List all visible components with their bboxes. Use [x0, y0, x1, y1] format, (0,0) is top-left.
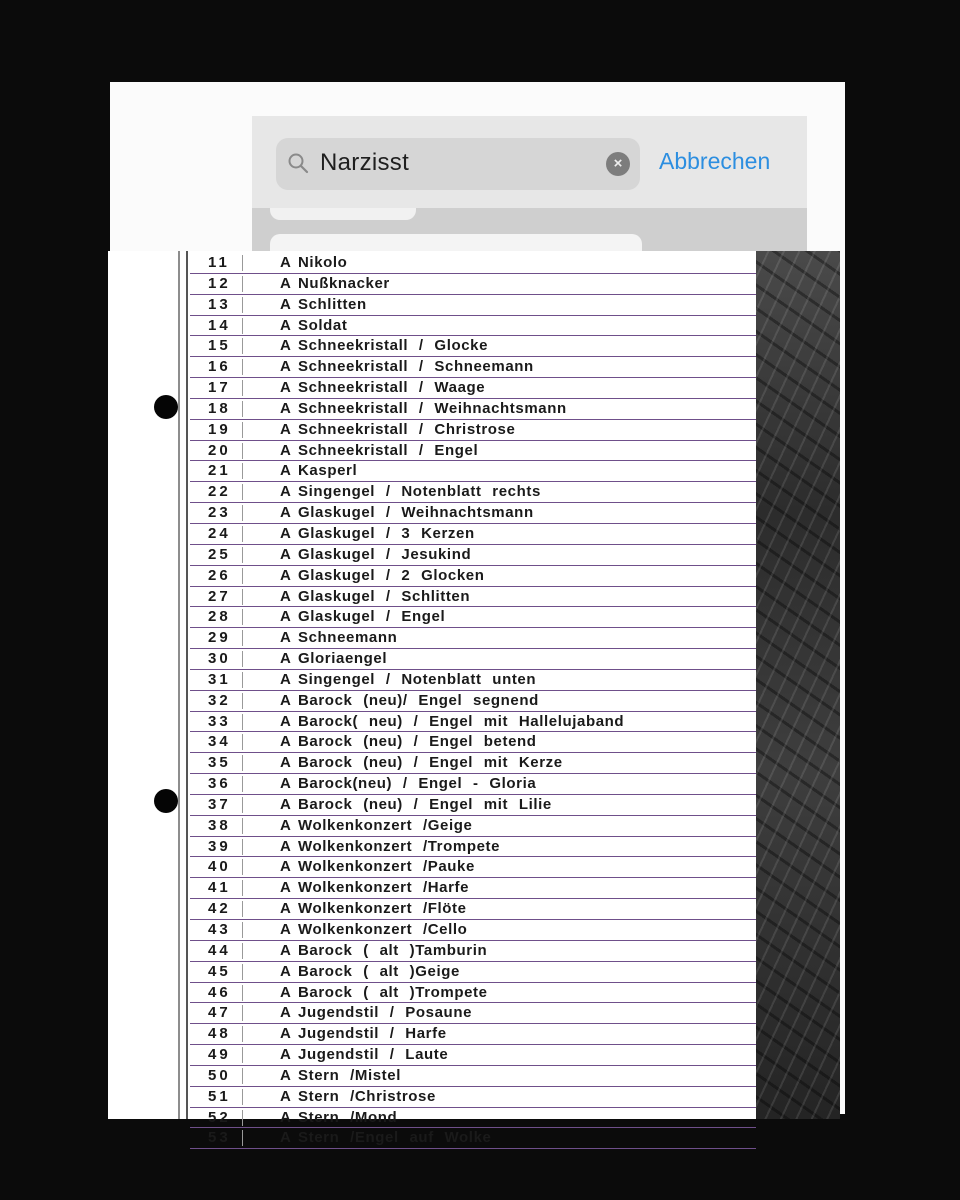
column-divider — [242, 526, 243, 542]
item-description: Stern /Mond — [298, 1108, 398, 1126]
column-divider — [242, 1130, 243, 1146]
clear-icon[interactable]: × — [606, 152, 630, 176]
item-category: A — [280, 1087, 291, 1105]
item-category: A — [280, 712, 291, 730]
item-category: A — [280, 629, 291, 647]
item-category: A — [280, 1066, 291, 1084]
list-item — [190, 1024, 756, 1045]
column-divider — [242, 318, 243, 334]
item-description: Wolkenkonzert /Harfe — [298, 879, 470, 897]
column-divider — [242, 568, 243, 584]
list-item — [190, 941, 756, 962]
list-item — [190, 524, 756, 545]
item-number: 52 — [208, 1108, 231, 1126]
item-category: A — [280, 483, 291, 501]
item-category: A — [280, 900, 291, 918]
item-category: A — [280, 816, 291, 834]
inventory-sheet — [108, 251, 756, 1147]
item-number: 23 — [208, 504, 231, 522]
item-number: 53 — [208, 1129, 231, 1147]
item-category: A — [280, 691, 291, 709]
list-item — [190, 899, 756, 920]
column-divider — [242, 859, 243, 875]
list-item — [190, 962, 756, 983]
item-category: A — [280, 962, 291, 980]
item-number: 40 — [208, 858, 231, 876]
column-divider — [242, 1110, 243, 1126]
list-item — [190, 295, 756, 316]
list-item — [190, 774, 756, 795]
item-category: A — [280, 1129, 291, 1147]
item-category: A — [280, 983, 291, 1001]
item-description: Barock ( alt )Trompete — [298, 983, 488, 1001]
item-number: 35 — [208, 754, 231, 772]
column-divider — [242, 1005, 243, 1021]
item-category: A — [280, 420, 291, 438]
list-item — [190, 1108, 756, 1129]
item-description: Jugendstil / Posaune — [298, 1004, 473, 1022]
item-category: A — [280, 462, 291, 480]
item-category: A — [280, 837, 291, 855]
list-item — [190, 1066, 756, 1087]
item-description: Barock(neu) / Engel - Gloria — [298, 775, 537, 793]
item-category: A — [280, 1108, 291, 1126]
list-item — [190, 732, 756, 753]
item-number: 50 — [208, 1066, 231, 1084]
item-number: 13 — [208, 295, 231, 313]
item-category: A — [280, 358, 291, 376]
item-category: A — [280, 1025, 291, 1043]
list-item — [190, 441, 756, 462]
item-category: A — [280, 295, 291, 313]
list-item — [190, 983, 756, 1004]
margin-line — [186, 251, 188, 1119]
column-divider — [242, 839, 243, 855]
item-category: A — [280, 1004, 291, 1022]
list-item — [190, 316, 756, 337]
punch-hole — [154, 395, 178, 419]
column-divider — [242, 338, 243, 354]
item-description: Glaskugel / Schlitten — [298, 587, 471, 605]
list-item — [190, 274, 756, 295]
item-category: A — [280, 524, 291, 542]
item-description: Kasperl — [298, 462, 358, 480]
item-number: 12 — [208, 274, 231, 292]
list-item — [190, 253, 756, 274]
result-card[interactable] — [270, 208, 416, 220]
item-number: 44 — [208, 941, 231, 959]
item-description: Glaskugel / Jesukind — [298, 545, 472, 563]
column-divider — [242, 943, 243, 959]
column-divider — [242, 964, 243, 980]
list-item — [190, 649, 756, 670]
item-number: 41 — [208, 879, 231, 897]
list-item — [190, 399, 756, 420]
item-category: A — [280, 504, 291, 522]
column-divider — [242, 1026, 243, 1042]
list-item — [190, 1003, 756, 1024]
item-category: A — [280, 775, 291, 793]
column-divider — [242, 589, 243, 605]
list-item — [190, 816, 756, 837]
item-description: Glaskugel / 2 Glocken — [298, 566, 485, 584]
item-number: 49 — [208, 1046, 231, 1064]
item-number: 34 — [208, 733, 231, 751]
item-description: Glaskugel / Weihnachtsmann — [298, 504, 534, 522]
column-divider — [242, 1047, 243, 1063]
item-number: 45 — [208, 962, 231, 980]
list-item — [190, 461, 756, 482]
inventory-list — [190, 253, 756, 1149]
column-divider — [242, 985, 243, 1001]
item-number: 16 — [208, 358, 231, 376]
list-item — [190, 545, 756, 566]
item-description: Schlitten — [298, 295, 367, 313]
item-description: Wolkenkonzert /Flöte — [298, 900, 467, 918]
list-item — [190, 587, 756, 608]
item-category: A — [280, 587, 291, 605]
item-description: Stern /Engel auf Wolke — [298, 1129, 492, 1147]
item-description: Stern /Christrose — [298, 1087, 436, 1105]
item-category: A — [280, 316, 291, 334]
item-category: A — [280, 879, 291, 897]
item-number: 43 — [208, 921, 231, 938]
list-item — [190, 1045, 756, 1066]
item-description: Barock (neu) / Engel mit Kerze — [298, 754, 563, 772]
item-description: Schneekristall / Engel — [298, 441, 479, 459]
item-number: 48 — [208, 1025, 231, 1043]
item-number: 31 — [208, 670, 231, 688]
item-number: 47 — [208, 1004, 231, 1022]
item-category: A — [280, 733, 291, 751]
item-category: A — [280, 379, 291, 397]
search-screen — [252, 116, 807, 266]
column-divider — [242, 818, 243, 834]
search-input[interactable] — [276, 138, 640, 190]
column-divider — [242, 880, 243, 896]
item-description: Barock (neu) / Engel mit Lilie — [298, 795, 552, 813]
item-category: A — [280, 941, 291, 959]
item-number: 22 — [208, 483, 231, 501]
list-item — [190, 1087, 756, 1108]
punch-hole — [154, 789, 178, 813]
column-divider — [242, 1089, 243, 1105]
item-number: 18 — [208, 399, 231, 417]
list-item — [190, 566, 756, 587]
item-category: A — [280, 274, 291, 292]
item-description: Jugendstil / Laute — [298, 1046, 449, 1064]
item-category: A — [280, 254, 291, 271]
column-divider — [242, 297, 243, 313]
item-description: Nikolo — [298, 254, 348, 271]
column-divider — [242, 463, 243, 479]
list-item — [190, 691, 756, 712]
item-description: Singengel / Notenblatt unten — [298, 670, 537, 688]
list-item — [190, 857, 756, 878]
column-divider — [242, 359, 243, 375]
item-description: Glaskugel / 3 Kerzen — [298, 524, 475, 542]
item-number: 32 — [208, 691, 231, 709]
item-description: Barock( neu) / Engel mit Hallelujaband — [298, 712, 625, 730]
list-item — [190, 628, 756, 649]
item-category: A — [280, 545, 291, 563]
column-divider — [242, 776, 243, 792]
item-number: 37 — [208, 795, 231, 813]
item-number: 46 — [208, 983, 231, 1001]
item-category: A — [280, 441, 291, 459]
item-description: Barock ( alt )Tamburin — [298, 941, 488, 959]
item-description: Nußknacker — [298, 274, 390, 292]
column-divider — [242, 651, 243, 667]
search-query: Narzisst — [320, 149, 410, 176]
list-item — [190, 420, 756, 441]
item-number: 42 — [208, 900, 231, 918]
column-divider — [242, 443, 243, 459]
item-number: 28 — [208, 608, 231, 626]
search-icon — [287, 152, 309, 174]
column-divider — [242, 422, 243, 438]
column-divider — [242, 484, 243, 500]
item-number: 14 — [208, 316, 231, 334]
list-item — [190, 795, 756, 816]
item-description: Singengel / Notenblatt rechts — [298, 483, 541, 501]
item-category: A — [280, 858, 291, 876]
column-divider — [242, 922, 243, 938]
list-item — [190, 503, 756, 524]
list-item — [190, 920, 756, 941]
column-divider — [242, 901, 243, 917]
margin-line — [178, 251, 180, 1119]
list-item — [190, 336, 756, 357]
list-item — [190, 607, 756, 628]
item-category: A — [280, 337, 291, 355]
item-description: Glaskugel / Engel — [298, 608, 446, 626]
item-number: 21 — [208, 462, 231, 480]
item-number: 19 — [208, 420, 231, 438]
item-category: A — [280, 921, 291, 938]
list-item — [190, 670, 756, 691]
column-divider — [242, 734, 243, 750]
item-number: 26 — [208, 566, 231, 584]
column-divider — [242, 755, 243, 771]
item-category: A — [280, 1046, 291, 1064]
item-number: 27 — [208, 587, 231, 605]
list-item — [190, 878, 756, 899]
item-description: Schneekristall / Schneemann — [298, 358, 534, 376]
item-description: Schneekristall / Christrose — [298, 420, 516, 438]
column-divider — [242, 693, 243, 709]
item-description: Gloriaengel — [298, 650, 388, 668]
item-number: 11 — [208, 254, 230, 271]
column-divider — [242, 672, 243, 688]
item-description: Barock (neu)/ Engel segnend — [298, 691, 539, 709]
column-divider — [242, 609, 243, 625]
item-number: 20 — [208, 441, 231, 459]
item-number: 15 — [208, 337, 231, 355]
item-description: Stern /Mistel — [298, 1066, 401, 1084]
column-divider — [242, 255, 243, 271]
dark-photo-edge — [752, 251, 840, 1119]
column-divider — [242, 1068, 243, 1084]
column-divider — [242, 714, 243, 730]
item-category: A — [280, 795, 291, 813]
list-item — [190, 378, 756, 399]
item-category: A — [280, 650, 291, 668]
item-description: Wolkenkonzert /Trompete — [298, 837, 501, 855]
column-divider — [242, 380, 243, 396]
list-item — [190, 1128, 756, 1149]
item-description: Wolkenkonzert /Cello — [298, 921, 468, 938]
item-description: Schneekristall / Weihnachtsmann — [298, 399, 567, 417]
list-item — [190, 357, 756, 378]
item-description: Barock (neu) / Engel betend — [298, 733, 537, 751]
column-divider — [242, 547, 243, 563]
item-number: 17 — [208, 379, 231, 397]
item-number: 51 — [208, 1087, 231, 1105]
item-number: 33 — [208, 712, 231, 730]
item-category: A — [280, 566, 291, 584]
column-divider — [242, 505, 243, 521]
item-description: Schneekristall / Glocke — [298, 337, 489, 355]
item-number: 30 — [208, 650, 231, 668]
item-category: A — [280, 399, 291, 417]
item-category: A — [280, 670, 291, 688]
item-number: 25 — [208, 545, 231, 563]
item-description: Wolkenkonzert /Geige — [298, 816, 473, 834]
item-category: A — [280, 754, 291, 772]
item-description: Schneekristall / Waage — [298, 379, 486, 397]
list-item — [190, 482, 756, 503]
column-divider — [242, 630, 243, 646]
column-divider — [242, 276, 243, 292]
item-number: 39 — [208, 837, 231, 855]
column-divider — [242, 797, 243, 813]
list-item — [190, 753, 756, 774]
item-number: 36 — [208, 775, 231, 793]
list-item — [190, 712, 756, 733]
item-number: 38 — [208, 816, 231, 834]
cancel-button[interactable]: Abbrechen — [659, 148, 771, 174]
item-category: A — [280, 608, 291, 626]
item-description: Soldat — [298, 316, 348, 334]
item-description: Jugendstil / Harfe — [298, 1025, 447, 1043]
item-number: 29 — [208, 629, 231, 647]
list-item — [190, 837, 756, 858]
item-description: Schneemann — [298, 629, 398, 647]
item-number: 24 — [208, 524, 231, 542]
item-description: Barock ( alt )Geige — [298, 962, 460, 980]
column-divider — [242, 401, 243, 417]
item-description: Wolkenkonzert /Pauke — [298, 858, 475, 876]
